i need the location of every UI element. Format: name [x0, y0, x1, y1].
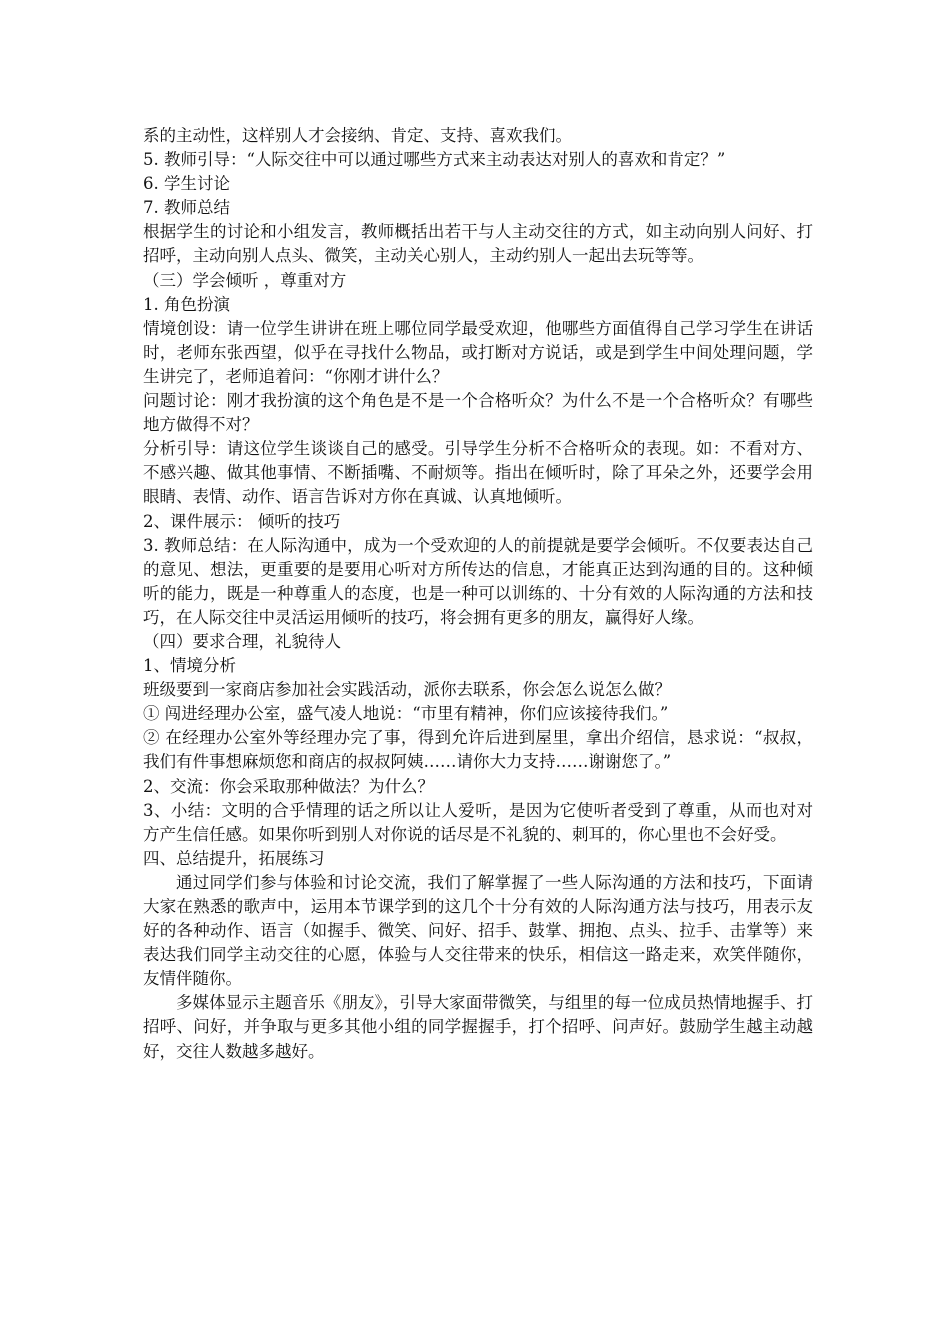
paragraph: 问题讨论：刚才我扮演的这个角色是不是一个合格听众？为什么不是一个合格听众？有哪些地方做得不对？ [143, 391, 813, 435]
paragraph: 7. 教师总结 [143, 198, 230, 218]
paragraph: 6. 学生讨论 [143, 174, 230, 194]
paragraph: 分析引导：请这位学生谈谈自己的感受。引导学生分析不合格听众的表现。如：不看对方、不感兴趣、做其他事情、不断插嘴、不耐烦等。指出在倾听时，除了耳朵之外，还要学会用眼睛、表情、动作、语言告诉对方你在真诚、认真地倾听。 [143, 439, 813, 507]
paragraph: ② 在经理办公室外等经理办完了事，得到允许后进到屋里，拿出介绍信，恳求说：“叔叔，我们有件事想麻烦您和商店的叔叔阿姨……请你大力支持……谢谢您了。” [143, 728, 813, 772]
paragraph: 3. 教师总结：在人际沟通中，成为一个受欢迎的人的前提就是要学会倾听。不仅要表达自己的意见、想法，更重要的是要用心听对方所传达的信息，才能真正达到沟通的目的。这种倾听的能力，既是一种尊重人的态度，也是一种可以训练的、十分有效的人际沟通的方法和技巧，在人际交往中灵活运用倾听的技巧，将会拥有更多的朋友，赢得好人缘。 [143, 535, 813, 627]
section-heading: （三）学会倾听 ，尊重对方 [143, 270, 347, 290]
section-heading: 四、总结提升，拓展练习 [143, 848, 325, 868]
paragraph: 1. 角色扮演 [143, 294, 230, 314]
paragraph: 多媒体显示主题音乐《朋友》，引导大家面带微笑，与组里的每一位成员热情地握手、打招呼、问好，并争取与更多其他小组的同学握握手，打个招呼、问声好。鼓励学生越主动越好，交往人数越多越好。 [143, 993, 813, 1061]
paragraph: 5. 教师引导：“人际交往中可以通过哪些方式来主动表达对别人的喜欢和肯定？” [143, 150, 726, 170]
section-heading: （四）要求合理，礼貌待人 [143, 631, 341, 651]
paragraph: 班级要到一家商店参加社会实践活动，派你去联系，你会怎么说怎么做？ [143, 680, 671, 700]
paragraph: 通过同学们参与体验和讨论交流，我们了解掌握了一些人际沟通的方法和技巧，下面请大家在熟悉的歌声中，运用本节课学到的这几个十分有效的人际沟通方法与技巧，用表示友好的各种动作、语言（如握手、微笑、问好、招手、鼓掌、拥抱、点头、拉手、击掌等）来表达我们同学主动交往的心愿，体验与人交往带来的快乐，相信这一路走来，欢笑伴随你，友情伴随你。 [143, 872, 813, 989]
paragraph: ① 闯进经理办公室，盛气凌人地说：“市里有精神，你们应该接待我们。” [143, 704, 669, 724]
document-body [143, 124, 813, 1064]
paragraph: 根据学生的讨论和小组发言，教师概括出若干与人主动交往的方式，如主动向别人问好、打招呼，主动向别人点头、微笑，主动关心别人，主动约别人一起出去玩等等。 [143, 222, 813, 266]
paragraph: 2、交流：你会采取那种做法？为什么？ [143, 776, 434, 796]
paragraph: 2、课件展示： 倾听的技巧 [143, 511, 341, 531]
paragraph: 情境创设：请一位学生讲讲在班上哪位同学最受欢迎，他哪些方面值得自己学习学生在讲话时，老师东张西望，似乎在寻找什么物品，或打断对方说话，或是到学生中间处理问题，学生讲完了，老师追着问：“你刚才讲什么？ [143, 318, 813, 386]
paragraph: 1、情境分析 [143, 656, 236, 676]
paragraph: 系的主动性，这样别人才会接纳、肯定、支持、喜欢我们。 [143, 126, 572, 145]
paragraph: 3、小结：文明的合乎情理的话之所以让人爱听，是因为它使听者受到了尊重，从而也对对方产生信任感。如果你听到别人对你说的话尽是不礼貌的、刺耳的，你心里也不会好受。 [143, 800, 813, 844]
